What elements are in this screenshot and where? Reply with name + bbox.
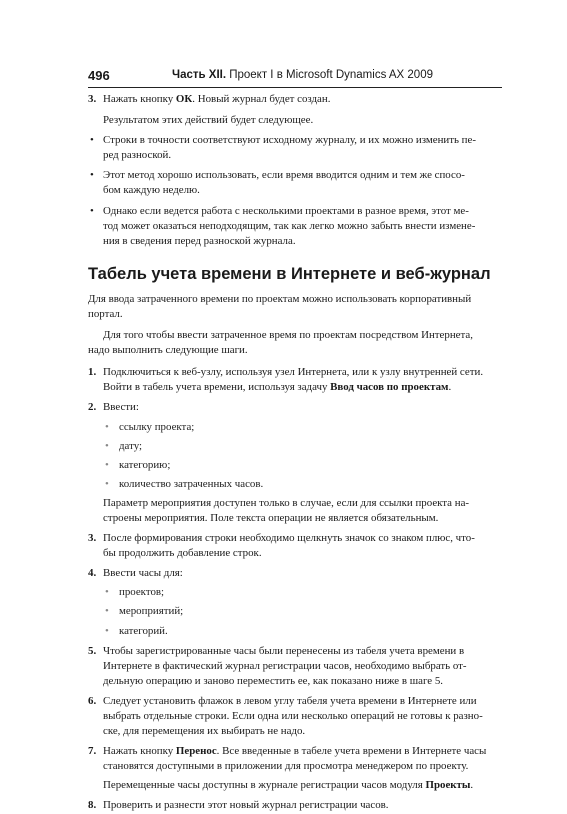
projects-module-label: Проекты [425, 779, 471, 792]
bullet-item: • Однако если ведется работа с несколькими проектами в разное время, этот ме- тод может оказаться неподходящим, так как легко можно забыть внести измене- ния в сведения перед разноской журнала. [90, 204, 476, 247]
intro-paragraph: Для ввода затраченного времени по проектам можно использовать корпоративный портал. [88, 292, 472, 320]
part-title: Проект I в Microsoft Dynamics AX 2009 [226, 69, 433, 81]
step-5: 5. Чтобы зарегистрированные часы были перенесены из табеля учета времени в Интернете в фактический журнал регистрации часов, необходимо выбрать от- дельную операцию и заново переместить ее, как показано ниже в шаге 5. [88, 644, 467, 687]
step-8: 8. Проверить и разнести этот новый журнал регистрации часов. [88, 799, 389, 812]
step-7-note: Перемещенные часы доступны в журнале регистрации часов модуля Проекты. [103, 779, 474, 792]
sub-item: • количество затраченных часов. [105, 477, 264, 490]
sub-item: • категорию; [105, 458, 171, 471]
sub-item: • проектов; [105, 586, 165, 599]
bullet-item: • Строки в точности соответствуют исходному журналу, и их можно изменить пе- ред разноской. [90, 134, 476, 162]
bullet-dot: • [90, 204, 94, 217]
sub-item: • дату; [105, 439, 143, 452]
step-7: 7. Нажать кнопку Перенос. Все введенные в табеле учета времени в Интернете часы становятся доступными в приложении для просмотра менеджером по проекту. [88, 745, 487, 773]
transfer-label: Перенос [175, 745, 217, 758]
bullet-item: • Этот метод хорошо использовать, если время вводится одним и тем же спосо- бом каждую неделю. [90, 169, 465, 197]
sub-item: • мероприятий; [105, 605, 184, 618]
page-body [88, 92, 503, 814]
part-label: Часть XII. [172, 69, 227, 81]
running-title [172, 69, 433, 81]
page-number: 496 [88, 68, 110, 83]
bullet-dot: • [90, 169, 94, 182]
bullet-dot: • [90, 134, 94, 147]
section-heading: Табель учета времени в Интернете и веб-журнал [88, 264, 491, 283]
task-name: Ввод часов по проектам [330, 381, 449, 394]
intro-paragraph: Для того чтобы ввести затраченное время по проектам посредством Интернета, надо выполнить следующие шаги. [88, 329, 473, 357]
step-1: 1. Подключиться к веб-узлу, используя узел Интернета, или к узлу внутренней сети. Войти в табель учета времени, используя задачу Ввод часов по проектам. [88, 366, 484, 394]
ok-label: ОК [175, 93, 193, 105]
step-3-top: 3. Нажать кнопку ОК. Новый журнал будет создан. [88, 92, 503, 107]
step-2: 2. Ввести: [88, 401, 139, 414]
step-6: 6. Следует установить флажок в левом углу табеля учета времени в Интернете или выбрать отдельные строки. Если одна или несколько операций не готовы к разно- ске, для перемещения их выбирать не надо. [88, 694, 483, 738]
sub-item: • ссылку проекта; [105, 420, 195, 433]
step-2-note: Параметр мероприятия доступен только в случае, если для ссылки проекта на- строены мероприятия. Поле текста операции не является обязательным. [103, 496, 470, 524]
header-rule [88, 87, 502, 88]
sub-item: • категорий. [105, 624, 168, 637]
step-3: 3. После формирования строки необходимо щелкнуть значок со знаком плюс, что- бы продолжить добавление строк. [88, 532, 475, 560]
step-number: 3. [88, 93, 97, 105]
result-text: Результатом этих действий будет следующее. [103, 114, 314, 127]
step-4: 4. Ввести часы для: [88, 567, 183, 580]
